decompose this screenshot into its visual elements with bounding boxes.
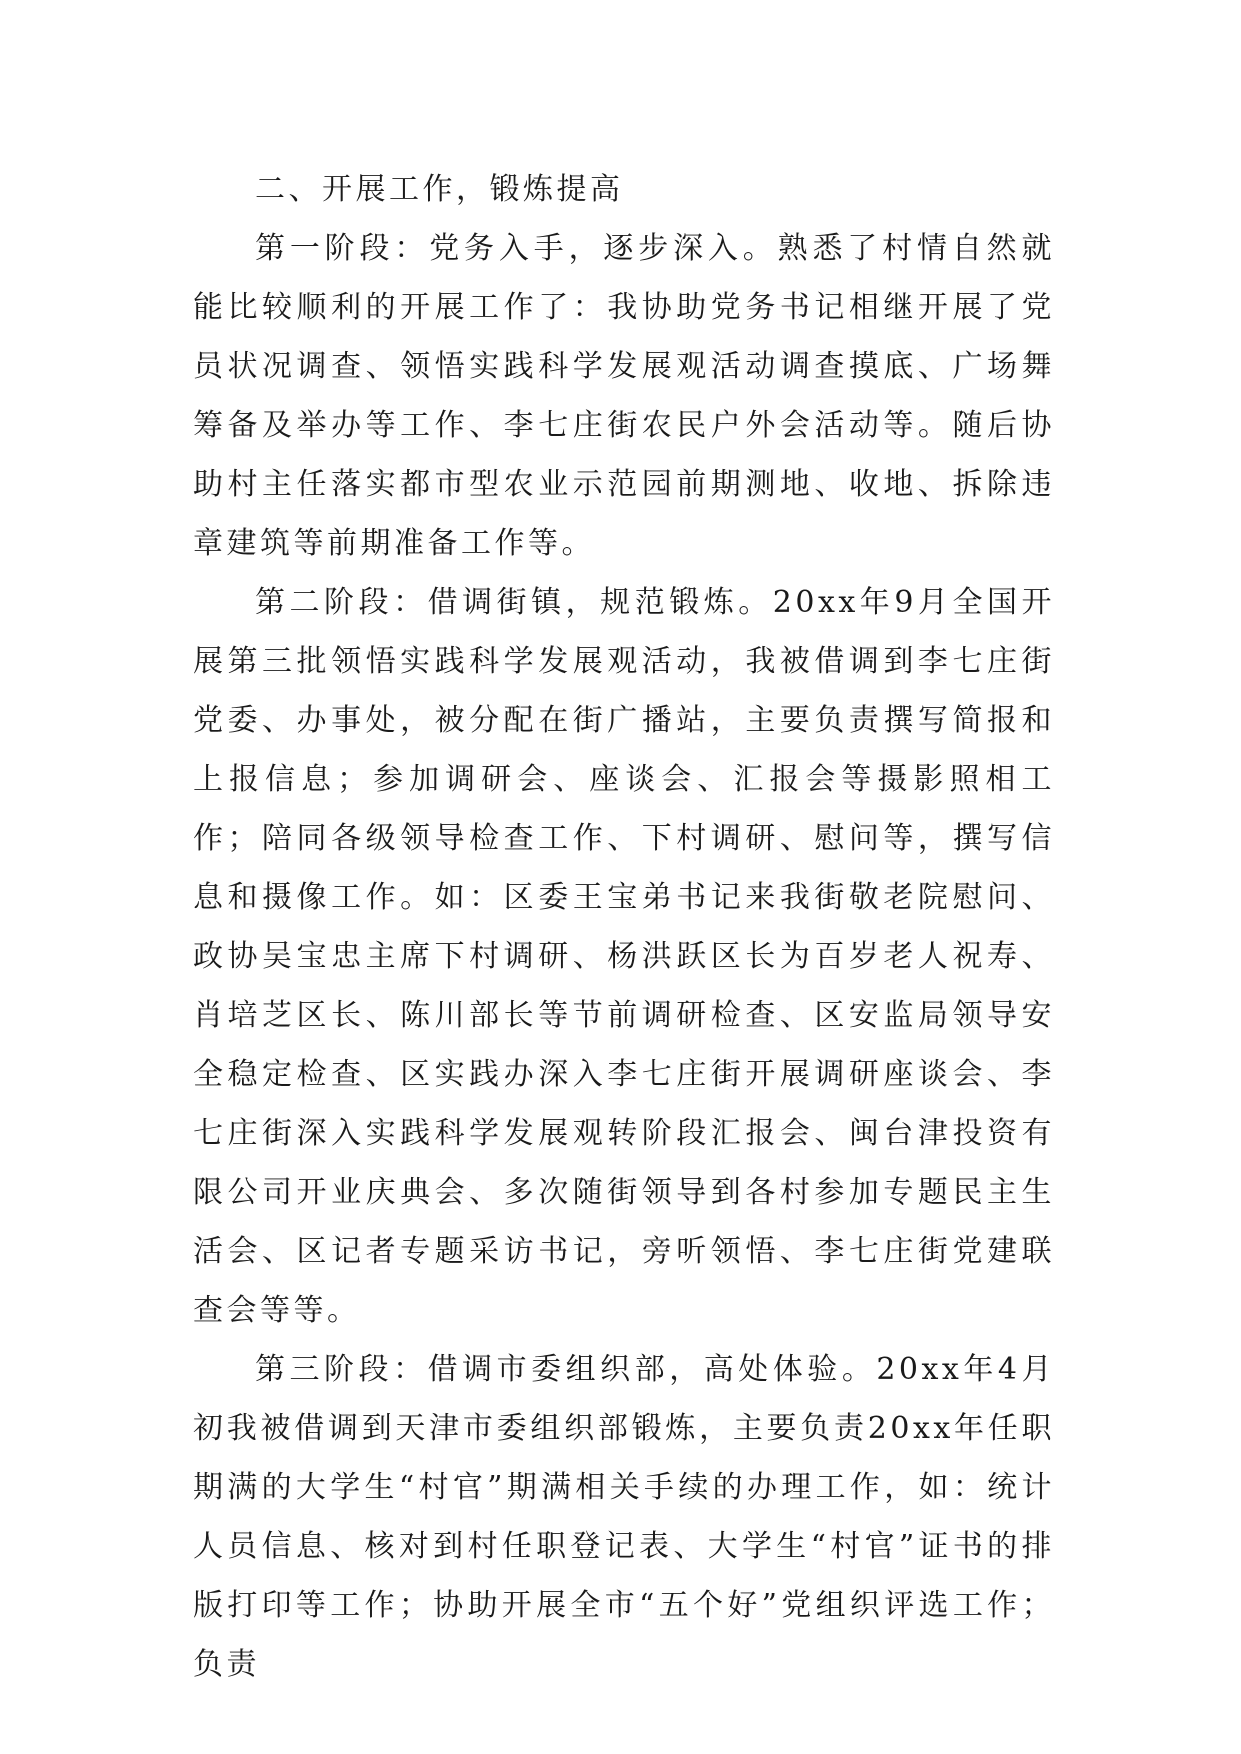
document-body xyxy=(193,160,1055,1694)
paragraph-stage-one: 第一阶段：党务入手，逐步深入。熟悉了村情自然就能比较顺利的开展工作了：我协助党务书记相继开展了党员状况调查、领悟实践科学发展观活动调查摸底、广场舞筹备及举办等工作、李七庄街农民户外会活动等。随后协助村主任落实都市型农业示范园前期测地、收地、拆除违章建筑等前期准备工作等。 xyxy=(193,231,1055,561)
paragraph-stage-two: 第二阶段：借调街镇，规范锻炼。20xx年9月全国开展第三批领悟实践科学发展观活动，我被借调到李七庄街党委、办事处，被分配在街广播站，主要负责撰写简报和上报信息；参加调研会、座谈会、汇报会等摄影照相工作；陪同各级领导检查工作、下村调研、慰问等，撰写信息和摄像工作。如：区委王宝弟书记来我街敬老院慰问、政协吴宝忠主席下村调研、杨洪跃区长为百岁老人祝寿、肖培芝区长、陈川部长等节前调研检查、区安监局领导安全稳定检查、区实践办深入李七庄街开展调研座谈会、李七庄街深入实践科学发展观转阶段汇报会、闽台津投资有限公司开业庆典会、多次随街领导到各村参加专题民主生活会、区记者专题采访书记，旁听领悟、李七庄街党建联查会等等。 xyxy=(193,585,1055,1328)
section-heading: 二、开展工作，锻炼提高 xyxy=(255,172,624,207)
paragraph-stage-three: 第三阶段：借调市委组织部，高处体验。20xx年4月初我被借调到天津市委组织部锻炼，主要负责20xx年任职期满的大学生“村官”期满相关手续的办理工作，如：统计人员信息、核对到村任职登记表、大学生“村官”证书的排版打印等工作；协助开展全市“五个好”党组织评选工作；负责 xyxy=(193,1352,1055,1682)
